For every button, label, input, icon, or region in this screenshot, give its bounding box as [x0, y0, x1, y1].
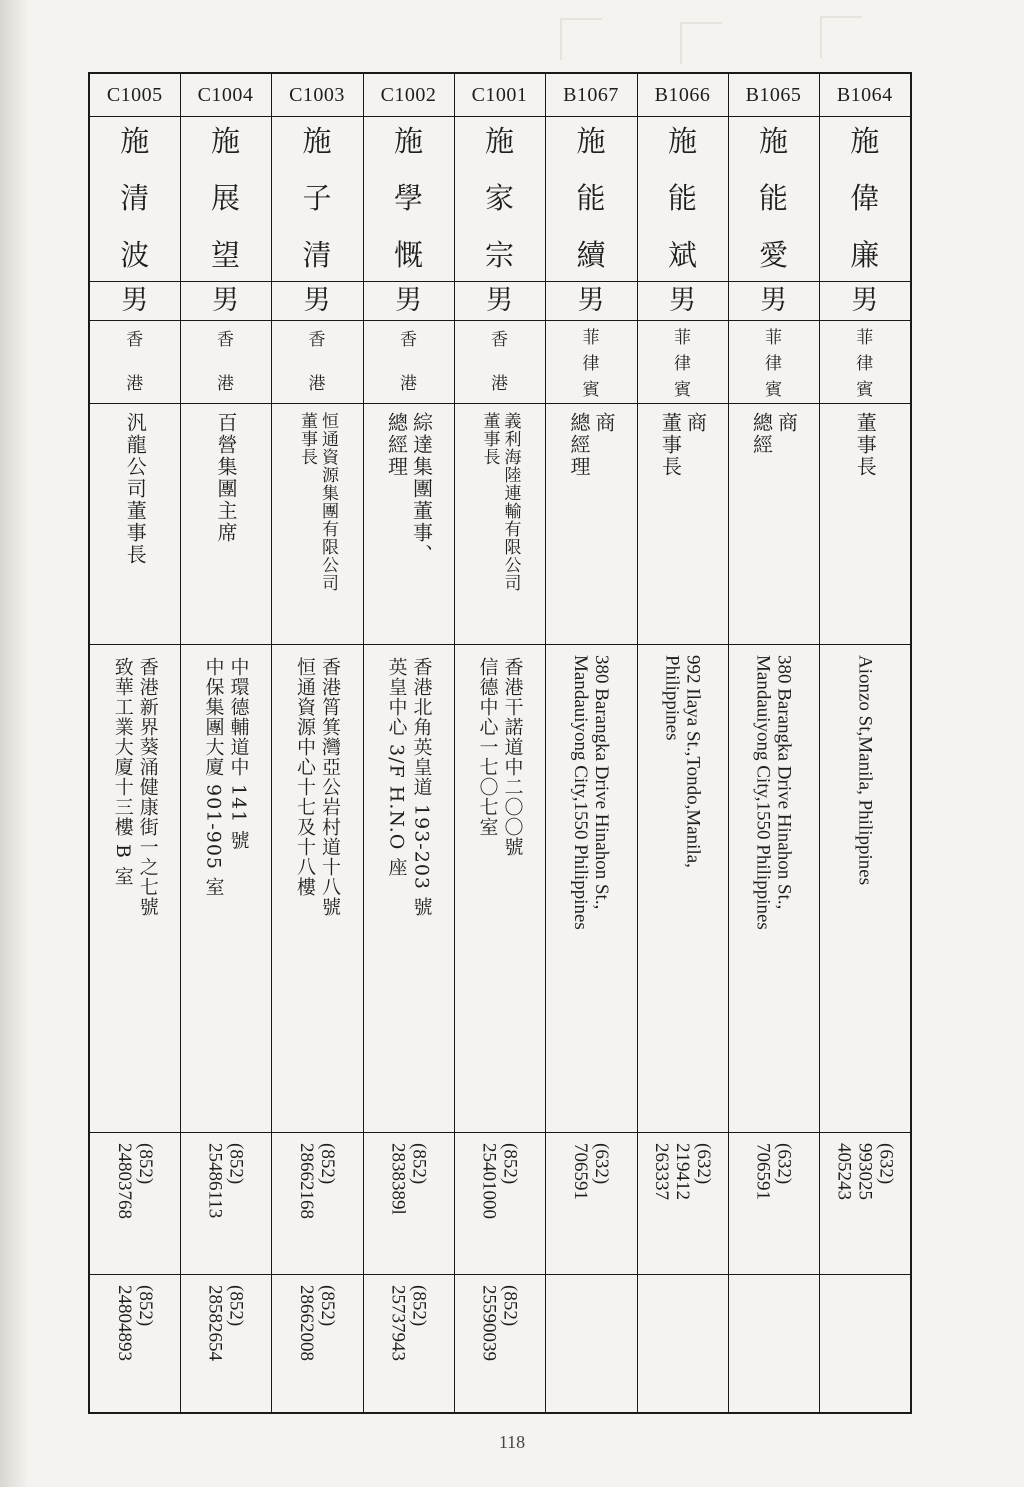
- member-sex: 男: [212, 285, 239, 316]
- member-address: 992 Ilaya St.,Tondo,Manila, Philippines: [661, 655, 704, 868]
- member-name: 施 家 宗: [484, 124, 514, 272]
- member-id: B1064: [836, 84, 893, 106]
- member-address: 香港筲箕灣亞公岩村道十八號 恒通資源中心十七及十八樓: [294, 657, 341, 917]
- member-name: 施 偉 廉: [850, 124, 880, 272]
- empty-fax-cell: [637, 1275, 728, 1414]
- row-position: [89, 404, 911, 645]
- member-position: 義利海陸連輸有限公司 董事長: [479, 412, 521, 592]
- row-address: [89, 645, 911, 1133]
- member-place: 菲 律 賓: [856, 328, 874, 400]
- member-fax: (852) 24804893: [113, 1285, 156, 1361]
- member-place: 香 港: [308, 330, 326, 394]
- member-sex: 男: [395, 285, 422, 316]
- member-sex: 男: [851, 285, 879, 316]
- member-name: 施 能 斌: [667, 124, 697, 272]
- member-fax: (852) 28662008: [296, 1285, 338, 1361]
- member-sex: 男: [577, 285, 605, 316]
- row-place: [89, 321, 911, 404]
- member-id: B1065: [745, 84, 802, 106]
- member-sex: 男: [303, 285, 331, 316]
- row-member-id: [89, 73, 911, 117]
- member-position: 董事長: [853, 412, 878, 478]
- member-address: 香港新界葵涌健康街一之七號 致華工業大廈十三樓 B 室: [111, 657, 159, 917]
- member-telephone: (632) 706591: [570, 1143, 612, 1200]
- member-name: 施 能 續: [576, 124, 606, 272]
- member-id: C1003: [289, 84, 345, 106]
- member-position: 百營集團主席: [214, 412, 238, 544]
- bleed-through-marks: [520, 8, 980, 68]
- member-fax: (852) 28582654: [204, 1285, 247, 1361]
- member-name: 施 學 慨: [393, 124, 423, 272]
- member-place: 香 港: [126, 330, 144, 394]
- member-telephone: (852) 24803768: [113, 1143, 156, 1219]
- member-telephone: (632) 219412 263337: [651, 1143, 714, 1200]
- row-fax: [89, 1275, 911, 1414]
- member-telephone: (852) 25486113: [204, 1143, 247, 1219]
- member-address: Aionzo St,Manila, Philippines: [854, 655, 876, 886]
- member-sex: 男: [669, 285, 696, 316]
- member-address: 香港北角英皇道 193-203 號 英皇中心 3/F H.N.O 座: [385, 657, 433, 918]
- empty-fax-cell: [545, 1275, 637, 1414]
- member-telephone: (852) 25401000: [478, 1143, 521, 1219]
- member-telephone: (852) 28662168: [296, 1143, 338, 1219]
- member-telephone: (632) 993025 405243: [833, 1143, 897, 1200]
- member-id: B1067: [563, 84, 619, 106]
- member-position: 綜達集團董事、 總經理: [384, 412, 434, 566]
- member-place: 香 港: [217, 330, 234, 394]
- member-position: 恒通資源集團有限公司 董事長: [297, 412, 338, 592]
- member-place: 香 港: [400, 330, 417, 394]
- member-name: 施 子 清: [302, 124, 332, 272]
- member-name: 施 清 波: [120, 124, 150, 272]
- member-place: 香 港: [491, 330, 508, 394]
- directory-table: [88, 72, 912, 1414]
- row-sex: [89, 282, 911, 321]
- member-telephone: (852) 2838389l: [387, 1143, 430, 1215]
- member-position: 汎龍公司董事長: [123, 412, 148, 566]
- member-position: 商 總經理: [567, 412, 616, 478]
- page-number: 118: [498, 1432, 526, 1452]
- member-address: 中環德輔道中 141 號 中保集團大廈 901-905 室: [202, 657, 250, 898]
- empty-fax-cell: [728, 1275, 819, 1414]
- member-address: 380 Barangka Drive Hinahon St., Mandauiyong City,1550 Philippines: [570, 655, 612, 930]
- member-name: 施 展 望: [210, 124, 240, 272]
- member-sex: 男: [486, 285, 513, 316]
- member-address: 香港干諾道中二〇〇號 信德中心一七〇七室: [476, 657, 524, 857]
- member-address: 380 Barangka Drive Hinahon St., Mandauiyong City,1550 Philippines: [752, 655, 795, 930]
- member-place: 菲 律 賓: [674, 328, 691, 400]
- member-id: C1002: [380, 84, 437, 106]
- member-name: 施 能 愛: [758, 124, 788, 272]
- empty-fax-cell: [819, 1275, 911, 1414]
- member-position: 商 總經: [749, 412, 799, 456]
- member-position: 商 董事長: [658, 412, 708, 478]
- member-telephone: (632) 706591: [752, 1143, 795, 1200]
- member-id: C1001: [471, 84, 528, 106]
- member-id: C1004: [197, 84, 254, 106]
- member-fax: (852) 25737943: [387, 1285, 430, 1361]
- member-id: B1066: [654, 84, 711, 106]
- member-sex: 男: [121, 285, 149, 316]
- row-name: [89, 117, 911, 282]
- page-shadow: [0, 0, 28, 1487]
- member-fax: (852) 25590039: [478, 1285, 521, 1361]
- member-sex: 男: [760, 285, 787, 316]
- member-place: 菲 律 賓: [582, 328, 600, 400]
- member-place: 菲 律 賓: [765, 328, 782, 400]
- member-id: C1005: [106, 84, 163, 106]
- row-telephone: [89, 1133, 911, 1275]
